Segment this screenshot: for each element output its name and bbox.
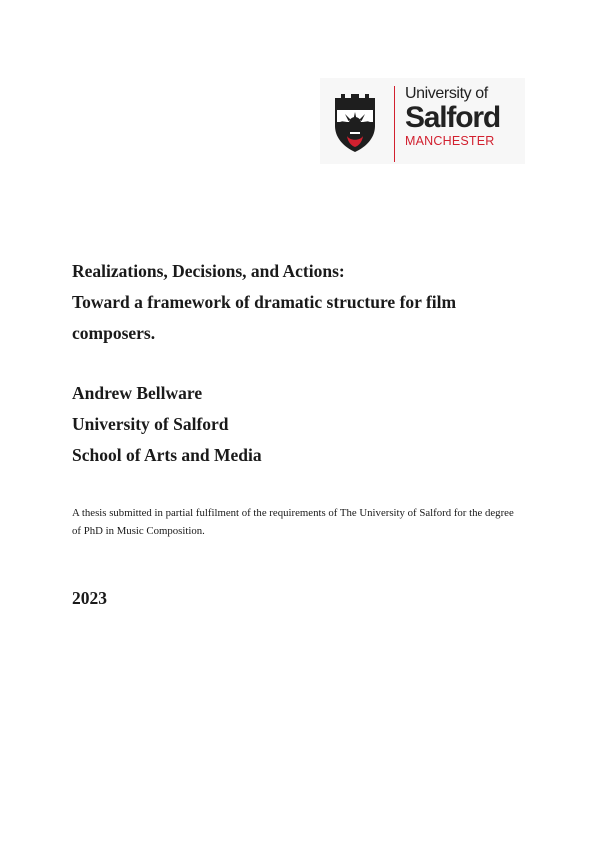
salford-crest-icon (331, 92, 379, 154)
university-logo (320, 78, 525, 164)
thesis-title-line: Toward a framework of dramatic structure for film (72, 292, 457, 312)
submission-statement: A thesis submitted in partial fulfilment of the requirements of The University of Salford for the degree of PhD in Music Composition. (72, 507, 514, 537)
thesis-title-line: composers. (72, 323, 156, 343)
submission-year: 2023 (72, 588, 107, 608)
logo-manchester: MANCHESTER (405, 134, 495, 148)
logo-divider (394, 86, 395, 162)
thesis-title-line: Realizations, Decisions, and Actions: (72, 261, 345, 281)
logo-salford: Salford (405, 101, 500, 134)
thesis-title (72, 256, 532, 349)
author-name: Andrew Bellware (72, 383, 203, 403)
logo-wordmark (405, 84, 500, 149)
author-school: School of Arts and Media (72, 445, 262, 465)
logo-university-of: University of (405, 85, 488, 102)
author-university: University of Salford (72, 414, 229, 434)
author-block (72, 378, 262, 471)
